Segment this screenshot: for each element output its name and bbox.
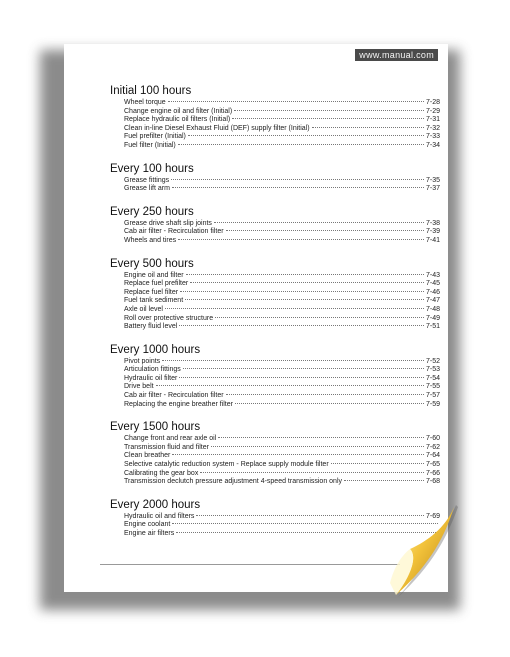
entry-label: Wheels and tires bbox=[124, 236, 177, 244]
entry-page-number: 7-38 bbox=[425, 219, 440, 227]
section-title: Initial 100 hours bbox=[110, 85, 192, 97]
toc-entry[interactable] bbox=[124, 228, 440, 237]
dot-leader bbox=[172, 187, 424, 188]
entry-page-number: 7-34 bbox=[425, 141, 440, 149]
entry-label: Calibrating the gear box bbox=[124, 469, 199, 477]
entry-label: Grease fittings bbox=[124, 176, 170, 184]
toc-section bbox=[110, 163, 440, 194]
dot-leader bbox=[235, 403, 424, 404]
dot-leader bbox=[179, 377, 424, 378]
dot-leader bbox=[178, 144, 424, 145]
entry-label: Battery fluid level bbox=[124, 323, 178, 331]
dot-leader bbox=[234, 110, 424, 111]
toc-entry[interactable] bbox=[124, 401, 440, 410]
entry-label: Change front and rear axle oil bbox=[124, 435, 217, 443]
entry-page-number: 7-45 bbox=[425, 280, 440, 288]
toc-entry[interactable] bbox=[124, 280, 440, 289]
entry-page-number: 7-46 bbox=[425, 288, 440, 296]
toc-section bbox=[110, 206, 440, 246]
dot-leader bbox=[214, 222, 424, 223]
entry-label: Grease lift arm bbox=[124, 185, 170, 193]
entry-label: Fuel tank sediment bbox=[124, 297, 184, 305]
entry-label: Hydraulic oil and filters bbox=[124, 512, 195, 520]
toc-entry[interactable] bbox=[124, 383, 440, 392]
dot-leader bbox=[215, 317, 424, 318]
dot-leader bbox=[156, 385, 424, 386]
dot-leader bbox=[186, 274, 424, 275]
dot-leader bbox=[178, 239, 424, 240]
entry-page-number: 7-59 bbox=[425, 400, 440, 408]
entry-label: Fuel prefilter (Initial) bbox=[124, 133, 186, 141]
toc-entry[interactable] bbox=[124, 323, 440, 332]
dot-leader bbox=[211, 446, 424, 447]
dot-leader bbox=[200, 472, 424, 473]
dot-leader bbox=[172, 454, 424, 455]
toc-entry[interactable] bbox=[124, 452, 440, 461]
entry-label: Drive belt bbox=[124, 383, 154, 391]
entry-page-number: 7-39 bbox=[425, 228, 440, 236]
entry-label: Hydraulic oil filter bbox=[124, 374, 178, 382]
watermark: www.manual.com bbox=[355, 49, 438, 61]
entry-page-number: 7-41 bbox=[425, 236, 440, 244]
entry-label: Transmission fluid and filter bbox=[124, 443, 209, 451]
entry-page-number: 7-29 bbox=[425, 107, 440, 115]
dot-leader bbox=[218, 437, 424, 438]
entry-page-number: 7-57 bbox=[425, 392, 440, 400]
entry-label: Replace fuel filter bbox=[124, 288, 179, 296]
toc-entry[interactable] bbox=[124, 185, 440, 194]
toc-entry[interactable] bbox=[124, 358, 440, 367]
entry-page-number: 7-54 bbox=[425, 374, 440, 382]
entry-page-number: 7-37 bbox=[425, 185, 440, 193]
dot-leader bbox=[226, 394, 424, 395]
toc-entry[interactable] bbox=[124, 392, 440, 401]
entry-label: Articulation fittings bbox=[124, 366, 181, 374]
entry-label: Wheel torque bbox=[124, 99, 166, 106]
entry-page-number: 7-47 bbox=[425, 297, 440, 305]
entry-label: Axle oil level bbox=[124, 305, 163, 313]
toc-entry[interactable] bbox=[124, 461, 440, 470]
entry-label: Grease drive shaft slip joints bbox=[124, 219, 212, 227]
section-title: Every 250 hours bbox=[110, 205, 194, 218]
toc-section bbox=[110, 344, 440, 410]
entry-label: Clean in-line Diesel Exhaust Fluid (DEF) supply filter (Initial) bbox=[124, 124, 310, 132]
toc-entry[interactable] bbox=[124, 142, 440, 151]
entry-page-number: 7-55 bbox=[425, 383, 440, 391]
section-title: Every 2000 hours bbox=[110, 498, 201, 511]
toc-entry[interactable] bbox=[124, 297, 440, 306]
entry-page-number: 7-35 bbox=[425, 176, 440, 184]
dot-leader bbox=[180, 291, 424, 292]
dot-leader bbox=[179, 325, 424, 326]
dot-leader bbox=[183, 368, 424, 369]
dot-leader bbox=[188, 135, 424, 136]
section-title: Every 100 hours bbox=[110, 162, 194, 175]
entry-page-number: 7-69 bbox=[425, 512, 440, 520]
toc-section bbox=[110, 258, 440, 332]
toc-entry[interactable] bbox=[124, 435, 440, 444]
dot-leader bbox=[190, 282, 424, 283]
dot-leader bbox=[331, 463, 424, 464]
toc-section bbox=[110, 85, 440, 151]
toc-entry[interactable] bbox=[124, 237, 440, 246]
entry-page-number: 7-53 bbox=[425, 366, 440, 374]
entry-label: Replace fuel prefilter bbox=[124, 280, 189, 288]
dot-leader bbox=[162, 360, 424, 361]
entry-page-number: 7-52 bbox=[425, 357, 440, 365]
toc-entry[interactable] bbox=[124, 133, 440, 142]
toc-entry[interactable] bbox=[124, 375, 440, 384]
entry-label: Transmission declutch pressure adjustment 4-speed transmission only bbox=[124, 478, 343, 486]
entry-page-number: 7-49 bbox=[425, 314, 440, 322]
entry-page-number: 7-33 bbox=[425, 133, 440, 141]
entry-page-number: 7-68 bbox=[425, 478, 440, 486]
entry-label: Engine coolant bbox=[124, 521, 171, 529]
entry-page-number: 7-66 bbox=[425, 469, 440, 477]
entry-page-number: 7-51 bbox=[425, 323, 440, 331]
dot-leader bbox=[171, 179, 424, 180]
toc-entry[interactable] bbox=[124, 272, 440, 281]
entry-label: Roll over protective structure bbox=[124, 314, 214, 322]
entry-label: Pivot points bbox=[124, 357, 161, 365]
entry-page-number: 7-32 bbox=[425, 124, 440, 132]
entry-label: Engine air filters bbox=[124, 530, 175, 537]
toc-entry[interactable] bbox=[124, 116, 440, 125]
dot-leader bbox=[312, 127, 424, 128]
entry-page-number: 7-28 bbox=[425, 99, 440, 106]
entry-label: Cab air filter - Recirculation filter bbox=[124, 228, 224, 236]
section-title: Every 1500 hours bbox=[110, 421, 201, 434]
toc-entry[interactable] bbox=[124, 125, 440, 134]
table-of-contents bbox=[110, 85, 440, 551]
dot-leader bbox=[226, 230, 424, 231]
toc-entry[interactable] bbox=[124, 289, 440, 298]
entry-label: Cab air filter - Recirculation filter bbox=[124, 392, 224, 400]
dot-leader bbox=[165, 308, 424, 309]
toc-entry[interactable] bbox=[124, 306, 440, 315]
entry-label: Replace hydraulic oil filters (Initial) bbox=[124, 116, 231, 124]
footer-rule bbox=[100, 564, 400, 565]
toc-entry[interactable] bbox=[124, 315, 440, 324]
section-title: Every 500 hours bbox=[110, 257, 194, 270]
entry-page-number: 7-48 bbox=[425, 305, 440, 313]
toc-entry[interactable] bbox=[124, 108, 440, 117]
dot-leader bbox=[232, 118, 424, 119]
entry-page-number: 7-62 bbox=[425, 443, 440, 451]
entry-label: Change engine oil and filter (Initial) bbox=[124, 107, 233, 115]
dot-leader bbox=[344, 480, 424, 481]
dot-leader bbox=[185, 299, 424, 300]
entry-label: Selective catalytic reduction system - Replace supply module filter bbox=[124, 461, 329, 469]
toc-section bbox=[110, 421, 440, 487]
toc-entry[interactable] bbox=[124, 444, 440, 453]
dot-leader bbox=[168, 101, 424, 102]
toc-entry[interactable] bbox=[124, 478, 440, 487]
section-title: Every 1000 hours bbox=[110, 343, 201, 356]
entry-page-number: 7-65 bbox=[425, 461, 440, 469]
toc-entry[interactable] bbox=[124, 366, 440, 375]
entry-label: Replacing the engine breather filter bbox=[124, 400, 233, 408]
entry-label: Fuel filter (Initial) bbox=[124, 141, 176, 149]
entry-page-number: 7-60 bbox=[425, 435, 440, 443]
toc-entry[interactable] bbox=[124, 177, 440, 186]
entry-label: Engine oil and filter bbox=[124, 271, 184, 279]
toc-entry[interactable] bbox=[124, 470, 440, 479]
toc-entry[interactable] bbox=[124, 220, 440, 229]
page-curl-icon bbox=[388, 505, 458, 600]
toc-entry[interactable] bbox=[124, 99, 440, 108]
entry-page-number: 7-64 bbox=[425, 452, 440, 460]
entry-page-number: 7-43 bbox=[425, 271, 440, 279]
entry-label: Clean breather bbox=[124, 452, 171, 460]
entry-page-number: 7-31 bbox=[425, 116, 440, 124]
